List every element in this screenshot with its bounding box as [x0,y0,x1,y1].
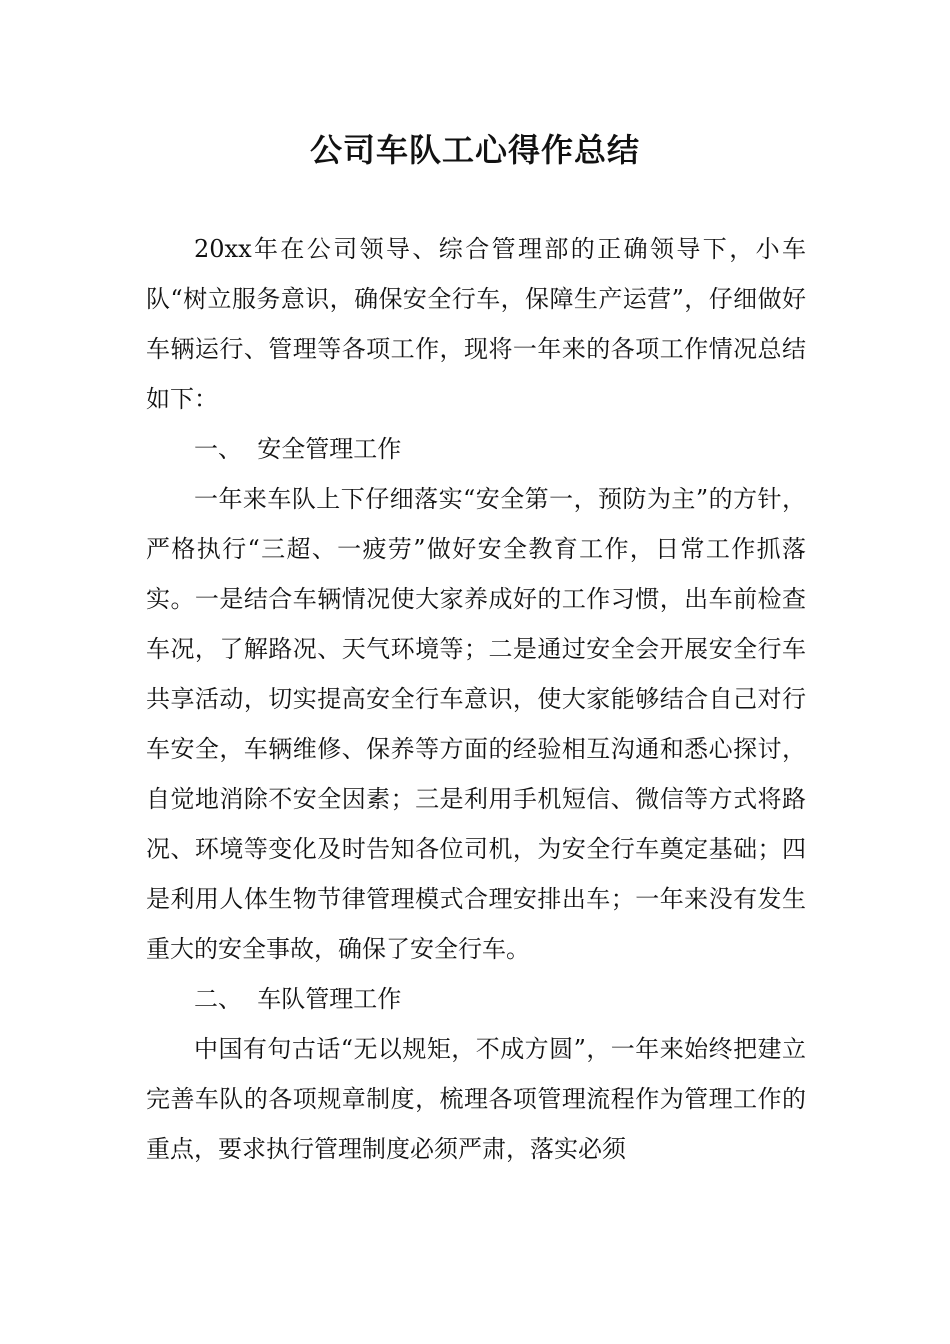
intro-paragraph: 20xx年在公司领导、综合管理部的正确领导下，小车队“树立服务意识，确保安全行车，保障生产运营”，仔细做好车辆运行、管理等各项工作，现将一年来的各项工作情况总结如下： [146,235,806,413]
section-heading-safety: 一、 安全管理工作 [194,435,402,463]
fleet-paragraph: 中国有句古话“无以规矩，不成方圆”，一年来始终把建立完善车队的各项规章制度，梳理各项管理流程作为管理工作的重点，要求执行管理制度必须严肃，落实必须 [146,1035,806,1163]
section-heading-fleet: 二、 车队管理工作 [194,985,402,1013]
document-title: 公司车队工心得作总结 [309,131,640,169]
safety-paragraph: 一年来车队上下仔细落实“安全第一，预防为主”的方针，严格执行“三超、一疲劳”做好安全教育工作，日常工作抓落实。一是结合车辆情况使大家养成好的工作习惯，出车前检查车况，了解路况、天气环境等；二是通过安全会开展安全行车共享活动，切实提高安全行车意识，使大家能够结合自己对行车安全，车辆维修、保养等方面的经验相互沟通和悉心探讨，自觉地消除不安全因素；三是利用手机短信、微信等方式将路况、环境等变化及时告知各位司机，为安全行车奠定基础；四是利用人体生物节律管理模式合理安排出车；一年来没有发生重大的安全事故，确保了安全行车。 [146,485,806,963]
document-body [146,224,806,1174]
